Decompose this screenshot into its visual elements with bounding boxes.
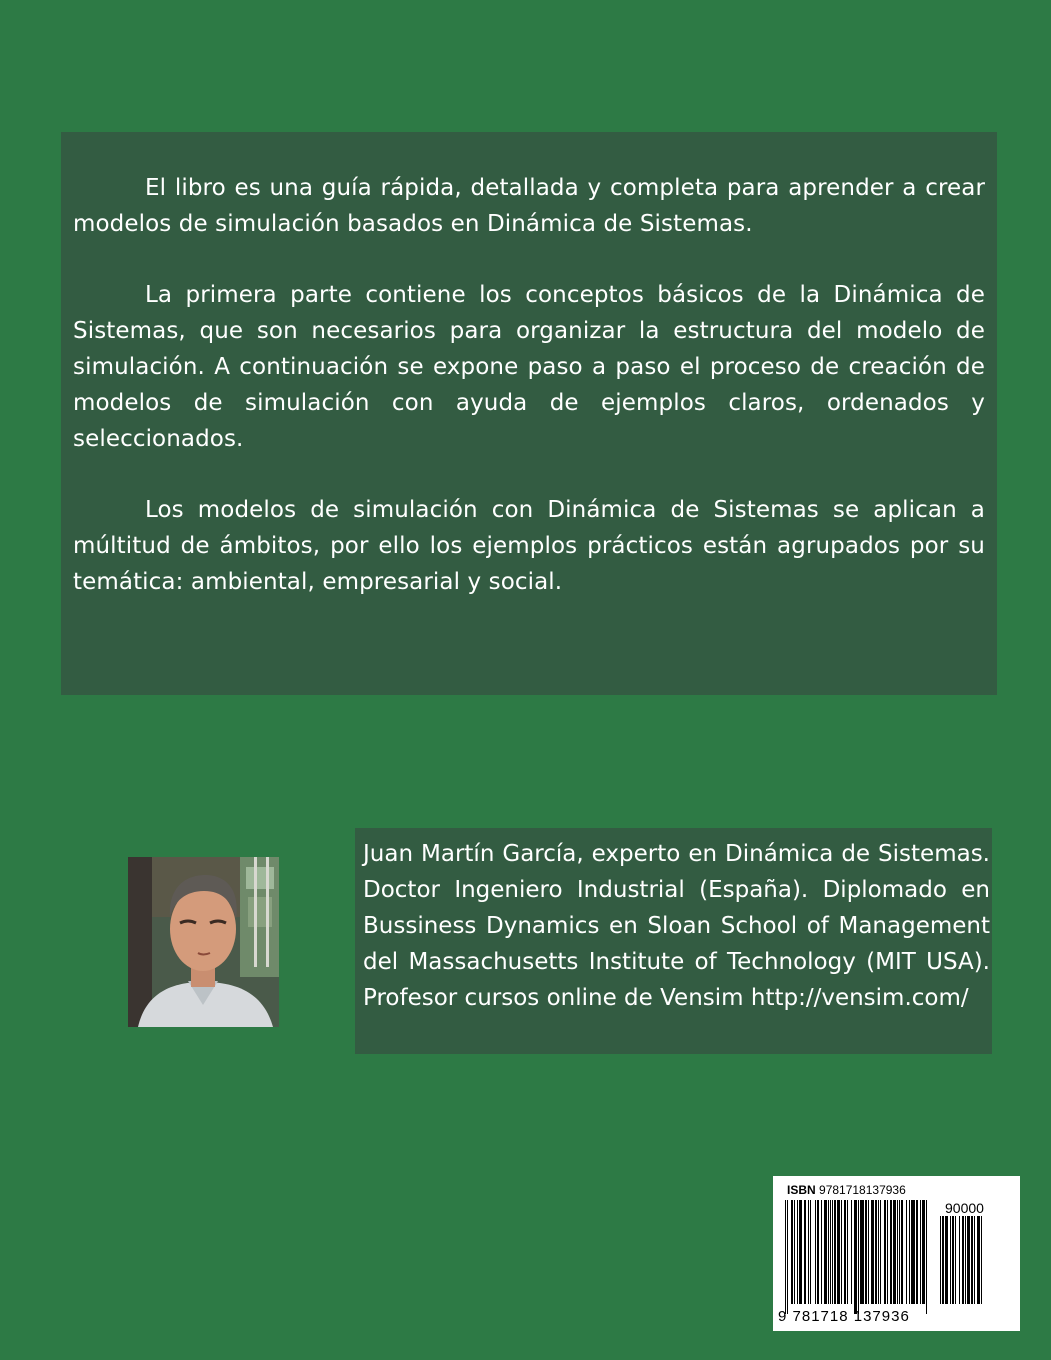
author-bio: Juan Martín García, experto en Dinámica de Sistemas. Doctor Ingeniero Industrial (España). Diplomado en Bussiness Dynamics en Sloan School of Management del Massachusetts Institute of Technology (MIT USA). Profesor cursos online de Vensim http://vensim.com/ [363, 841, 990, 1011]
barcode-bars [785, 1200, 933, 1314]
author-bio-panel [355, 828, 992, 1054]
barcode-digits: 9 781718 137936 [778, 1308, 910, 1325]
price-code: 90000 [945, 1200, 984, 1216]
barcode-addon-bars [940, 1216, 1006, 1314]
isbn-label: ISBN 9781718137936 [787, 1183, 906, 1197]
description-paragraph-3: Los modelos de simulación con Dinámica de Sistemas se aplican a múltitud de ámbitos, por ello los ejemplos prácticos están agrupados por su temática: ambiental, empresarial y social. [73, 497, 985, 595]
isbn-barcode [773, 1176, 1020, 1331]
description-paragraph-1: El libro es una guía rápida, detallada y completa para aprender a crear modelos de simulación basados en Dinámica de Sistemas. [73, 175, 985, 237]
description-paragraph-2: La primera parte contiene los conceptos básicos de la Dinámica de Sistemas, que son necesarios para organizar la estructura del modelo de simulación. A continuación se expone paso a paso el proceso de creación de modelos de simulación con ayuda de ejemplos claros, ordenados y seleccionados. [73, 282, 985, 452]
description-panel [61, 132, 997, 695]
author-photo [128, 857, 279, 1027]
